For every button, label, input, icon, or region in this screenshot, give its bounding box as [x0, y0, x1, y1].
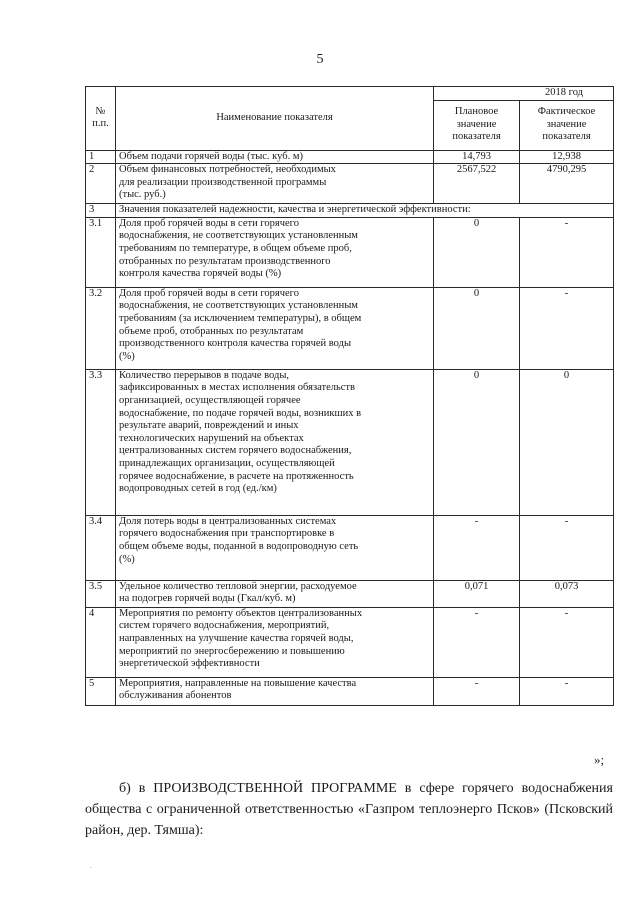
row-name: Удельное количество тепловой энергии, расходуемое на подогрев горячей воды (Гкал/куб. м)	[116, 580, 434, 607]
header-name-text: Наименование показателя	[216, 112, 333, 123]
row-num: 3.1	[86, 217, 116, 287]
header-planned	[434, 100, 520, 150]
table-row	[86, 150, 614, 164]
table-row	[86, 287, 614, 369]
row-actual: 12,938	[520, 150, 614, 164]
indicators-table	[85, 86, 614, 706]
row-planned: 14,793	[434, 150, 520, 164]
row-actual: -	[520, 607, 614, 677]
header-actual-text: Фактическое значение показателя	[537, 106, 596, 143]
header-planned-text: Плановое значение показателя	[452, 106, 501, 143]
row-actual: 0,073	[520, 580, 614, 607]
row-planned: -	[434, 607, 520, 677]
row-name: Доля проб горячей воды в сети горячего водоснабжения, не соответствующих установленным требованиям (за исключением температуры), в общем объеме проб, отобранных по результатам производственного контроля качества горячей воды (%)	[116, 287, 434, 369]
row-num: 5	[86, 677, 116, 705]
header-num	[86, 87, 116, 151]
row-actual: 0	[520, 369, 614, 515]
row-actual: -	[520, 217, 614, 287]
row-name: Объем финансовых потребностей, необходимых для реализации производственной программы (тыс. руб.)	[116, 164, 434, 204]
row-num: 3.3	[86, 369, 116, 515]
row-num: 1	[86, 150, 116, 164]
table-row	[86, 607, 614, 677]
row-actual: 4790,295	[520, 164, 614, 204]
row-planned: 0,071	[434, 580, 520, 607]
row-planned: 0	[434, 369, 520, 515]
closing-quote-mark: »;	[594, 752, 605, 767]
row-num: 3	[86, 204, 116, 218]
page-number: 5	[316, 52, 324, 67]
table-row	[86, 164, 614, 204]
table-row	[86, 677, 614, 705]
row-name: Мероприятия по ремонту объектов централизованных систем горячего водоснабжения, мероприятий, направленных на улучшение качества горячей воды, мероприятий по энергосбережению и повышению энергетической эффективности	[116, 607, 434, 677]
row-name: Мероприятия, направленные на повышение качества обслуживания абонентов	[116, 677, 434, 705]
header-name	[116, 87, 434, 151]
row-num: 2	[86, 164, 116, 204]
header-year-text: 2018 год	[545, 87, 583, 98]
table-row	[86, 580, 614, 607]
table-row	[86, 204, 614, 218]
table-row	[86, 217, 614, 287]
row-num: 3.5	[86, 580, 116, 607]
row-planned: -	[434, 515, 520, 580]
row-actual: -	[520, 677, 614, 705]
row-name: Доля потерь воды в централизованных системах горячего водоснабжения при транспортировке в общем объеме воды, поданной в водопроводную сеть (%)	[116, 515, 434, 580]
section-paragraph: б) в ПРОИЗВОДСТВЕННОЙ ПРОГРАММЕ в сфере горячего водоснабжения общества с ограниченной ответственностью «Газпром теплоэнерго Псков» (Псковский район, дер. Тямша):	[85, 781, 613, 838]
row-num: 3.2	[86, 287, 116, 369]
row-actual: -	[520, 287, 614, 369]
scan-mark: .	[90, 862, 92, 870]
row-planned: -	[434, 677, 520, 705]
row-planned: 0	[434, 217, 520, 287]
row-name: Количество перерывов в подаче воды, зафиксированных в местах исполнения обязательств организацией, осуществляющей горячее водоснабжение, по подаче горячей воды, возникших в результате аварий, повреждений и иных технологических нарушений на объектах централизованных систем горячего водоснабжения, принадлежащих организации, осуществляющей горячее водоснабжение, в расчете на протяженность водопроводных сетей в год (ед./км)	[116, 369, 434, 515]
row-num: 4	[86, 607, 116, 677]
row-planned: 0	[434, 287, 520, 369]
row-actual: -	[520, 515, 614, 580]
row-num: 3.4	[86, 515, 116, 580]
header-year	[434, 87, 614, 101]
header-actual	[520, 100, 614, 150]
table-row	[86, 515, 614, 580]
row-name: Значения показателей надежности, качества и энергетической эффективности:	[116, 204, 614, 218]
row-name: Объем подачи горячей воды (тыс. куб. м)	[116, 150, 434, 164]
table-row	[86, 369, 614, 515]
row-name: Доля проб горячей воды в сети горячего водоснабжения, не соответствующих установленным требованиям по температуре, в общем объеме проб, отобранных по результатам производственного контроля качества горячей воды (%)	[116, 217, 434, 287]
row-planned: 2567,522	[434, 164, 520, 204]
header-num-text: № п.п.	[92, 105, 109, 130]
